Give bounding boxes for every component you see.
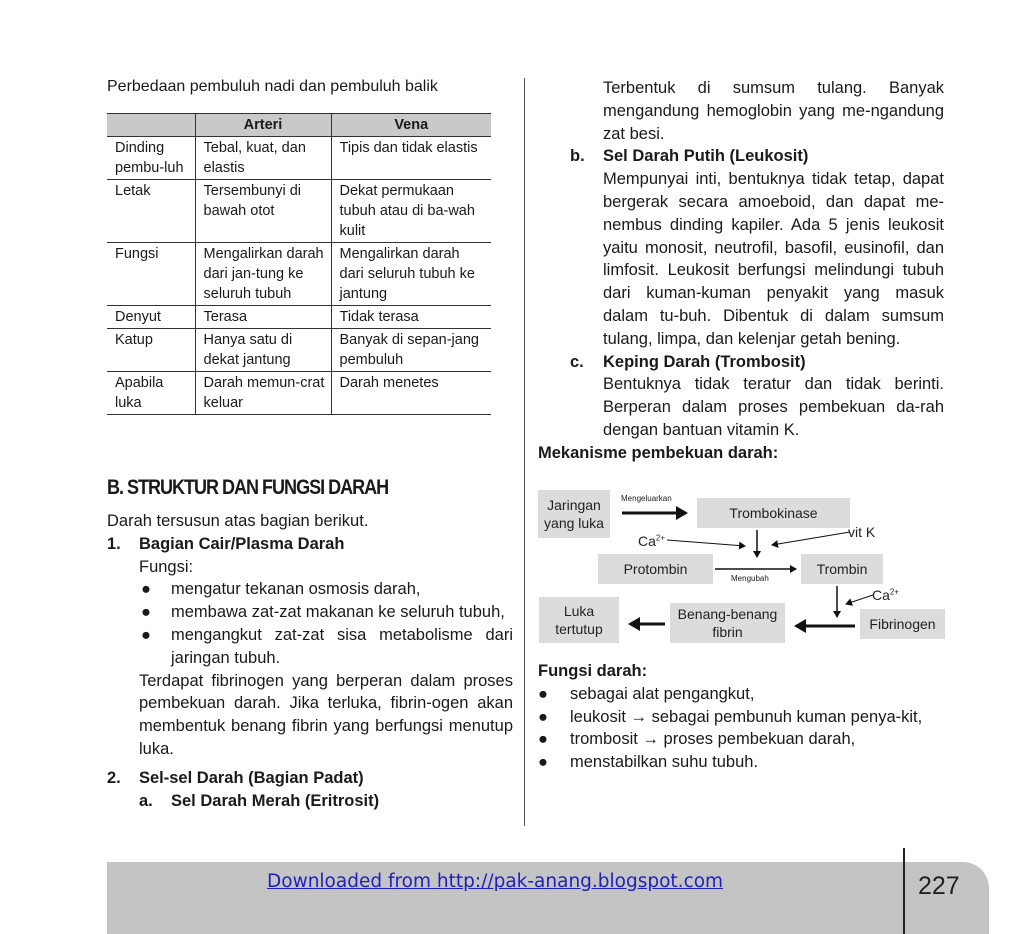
item-title: Sel Darah Putih (Leukosit) <box>603 147 809 166</box>
list-item: ● leukosit → sebagai pembunuh kuman penya-kit, <box>538 706 944 729</box>
item-number: 1. <box>107 534 121 553</box>
list-item: ● mengangkut zat-zat sisa metabolisme dari jaringan tubuh. <box>141 625 513 667</box>
table-caption: Perbedaan pembuluh nadi dan pembuluh balik <box>107 78 438 95</box>
bullet-icon: ● <box>141 580 151 599</box>
fibrinogen-box: Fibrinogen <box>860 609 945 639</box>
section-intro: Darah tersusun atas bagian berikut. <box>107 512 369 530</box>
table-cell: Hanya satu di dekat jantung <box>195 329 331 372</box>
mekanisme-title: Mekanisme pembekuan darah: <box>538 443 779 462</box>
table-cell: Mengalirkan darah dari seluruh tubuh ke jantung <box>331 243 491 306</box>
table-cell: Fungsi <box>107 243 195 306</box>
list-item: ● sebagai alat pengangkut, <box>538 683 944 706</box>
trombosit-text: Bentuknya tidak teratur dan tidak berinti. Berperan dalam proses pembekuan da-rah dengan bantuan vitamin K. <box>603 375 944 439</box>
page-number: 227 <box>918 872 960 900</box>
table-cell: Darah menetes <box>331 372 491 415</box>
item-title: Sel Darah Merah (Eritrosit) <box>171 791 380 810</box>
bullet-icon: ● <box>141 603 151 622</box>
benang-box: Benang-benang fibrin <box>670 603 785 643</box>
item-title: Sel-sel Darah (Bagian Padat) <box>139 768 364 787</box>
item-letter: c. <box>570 352 584 371</box>
table-header-cell: Vena <box>331 114 491 137</box>
footer-divider <box>903 848 905 934</box>
table-cell: Tipis dan tidak elastis <box>331 137 491 180</box>
list-item: ● menstabilkan suhu tubuh. <box>538 751 944 774</box>
table-cell: Letak <box>107 180 195 243</box>
table-cell: Katup <box>107 329 195 372</box>
leukosit-text: Mempunyai inti, bentuknya tidak tetap, dapat bergerak secara amoeboid, dan dapat me-nembus dinding kapiler. Ada 5 jenis leukosit yaitu monosit, neutrofil, basofil, eusinofil, dan limfosit. Leukosit berfungsi melindungi tubuh dari kuman-kuman penyakit yang masuk dalam tu-buh. Dibentuk di dalam sumsum tulang, limpa, dan kelenjar getah bening. <box>603 170 944 348</box>
eritrosit-text: Terbentuk di sumsum tulang. Banyak mengandung hemoglobin yang me-ngandung zat besi. <box>603 79 944 143</box>
list-item: ● membawa zat-zat makanan ke seluruh tubuh, <box>139 601 513 624</box>
ca2-label: $Ca^{2+}$ <box>872 587 900 603</box>
bullet-icon: ● <box>538 707 548 726</box>
jaringan-box: Jaringan yang luka <box>538 490 610 538</box>
list-item: ● trombosit → proses pembekuan darah, <box>538 728 944 751</box>
table-cell: Tebal, kuat, dan elastis <box>195 137 331 180</box>
fungsi-darah <box>538 660 944 774</box>
arrow-icon <box>846 595 873 604</box>
ca-label: $Ca^{2+}$ <box>638 533 666 549</box>
download-link[interactable]: Downloaded from http://pak-anang.blogspot.com <box>267 871 724 892</box>
table-cell: Dinding pembu-luh <box>107 137 195 180</box>
table-cell: Apabila luka <box>107 372 195 415</box>
bullet-icon: ● <box>538 730 548 749</box>
table-cell: Terasa <box>195 306 331 329</box>
table-cell: Tersembunyi di bawah otot <box>195 180 331 243</box>
fungsi-title: Fungsi darah: <box>538 662 648 680</box>
table-cell: Banyak di sepan-jang pembuluh <box>331 329 491 372</box>
bullet-icon: ● <box>538 684 548 703</box>
table-cell: Darah memun-crat keluar <box>195 372 331 415</box>
list-item: ● mengatur tekanan osmosis darah, <box>139 578 513 601</box>
table-header-cell: Arteri <box>195 114 331 137</box>
protombin-box: Protombin <box>598 554 713 584</box>
bullet-icon: ● <box>141 625 151 644</box>
table-cell: Tidak terasa <box>331 306 491 329</box>
item-title: Keping Darah (Trombosit) <box>603 352 806 371</box>
table-cell: Mengalirkan darah dari jan-tung ke seluruh tubuh <box>195 243 331 306</box>
item-letter: b. <box>570 147 585 166</box>
section-title: B. STRUKTUR DAN FUNGSI DARAH <box>107 476 389 499</box>
trombin-box: Trombin <box>801 554 883 584</box>
arrow-icon <box>772 532 850 545</box>
trombokinase-box: Trombokinase <box>697 498 850 528</box>
item-letter: a. <box>139 791 153 810</box>
fungsi-label: Fungsi: <box>139 557 194 576</box>
luka-box: Luka tertutup <box>539 597 619 643</box>
mengubah-label: Mengubah <box>731 574 769 583</box>
table-cell: Denyut <box>107 306 195 329</box>
bullet-icon: ● <box>538 753 548 772</box>
vitk-label: vit K <box>848 524 876 540</box>
table-cell: Dekat permukaan tubuh atau di ba-wah kulit <box>331 180 491 243</box>
arrow-icon <box>667 540 745 546</box>
item-number: 2. <box>107 768 121 787</box>
mengeluarkan-label: Mengeluarkan <box>621 494 672 503</box>
fibrinogen-paragraph: Terdapat fibrinogen yang berperan dalam proses pembekuan darah. Jika terluka, fibrin-ogen akan membentuk benang fibrin yang berfungsi menutup luka. <box>139 671 513 758</box>
item-title: Bagian Cair/Plasma Darah <box>139 534 345 553</box>
